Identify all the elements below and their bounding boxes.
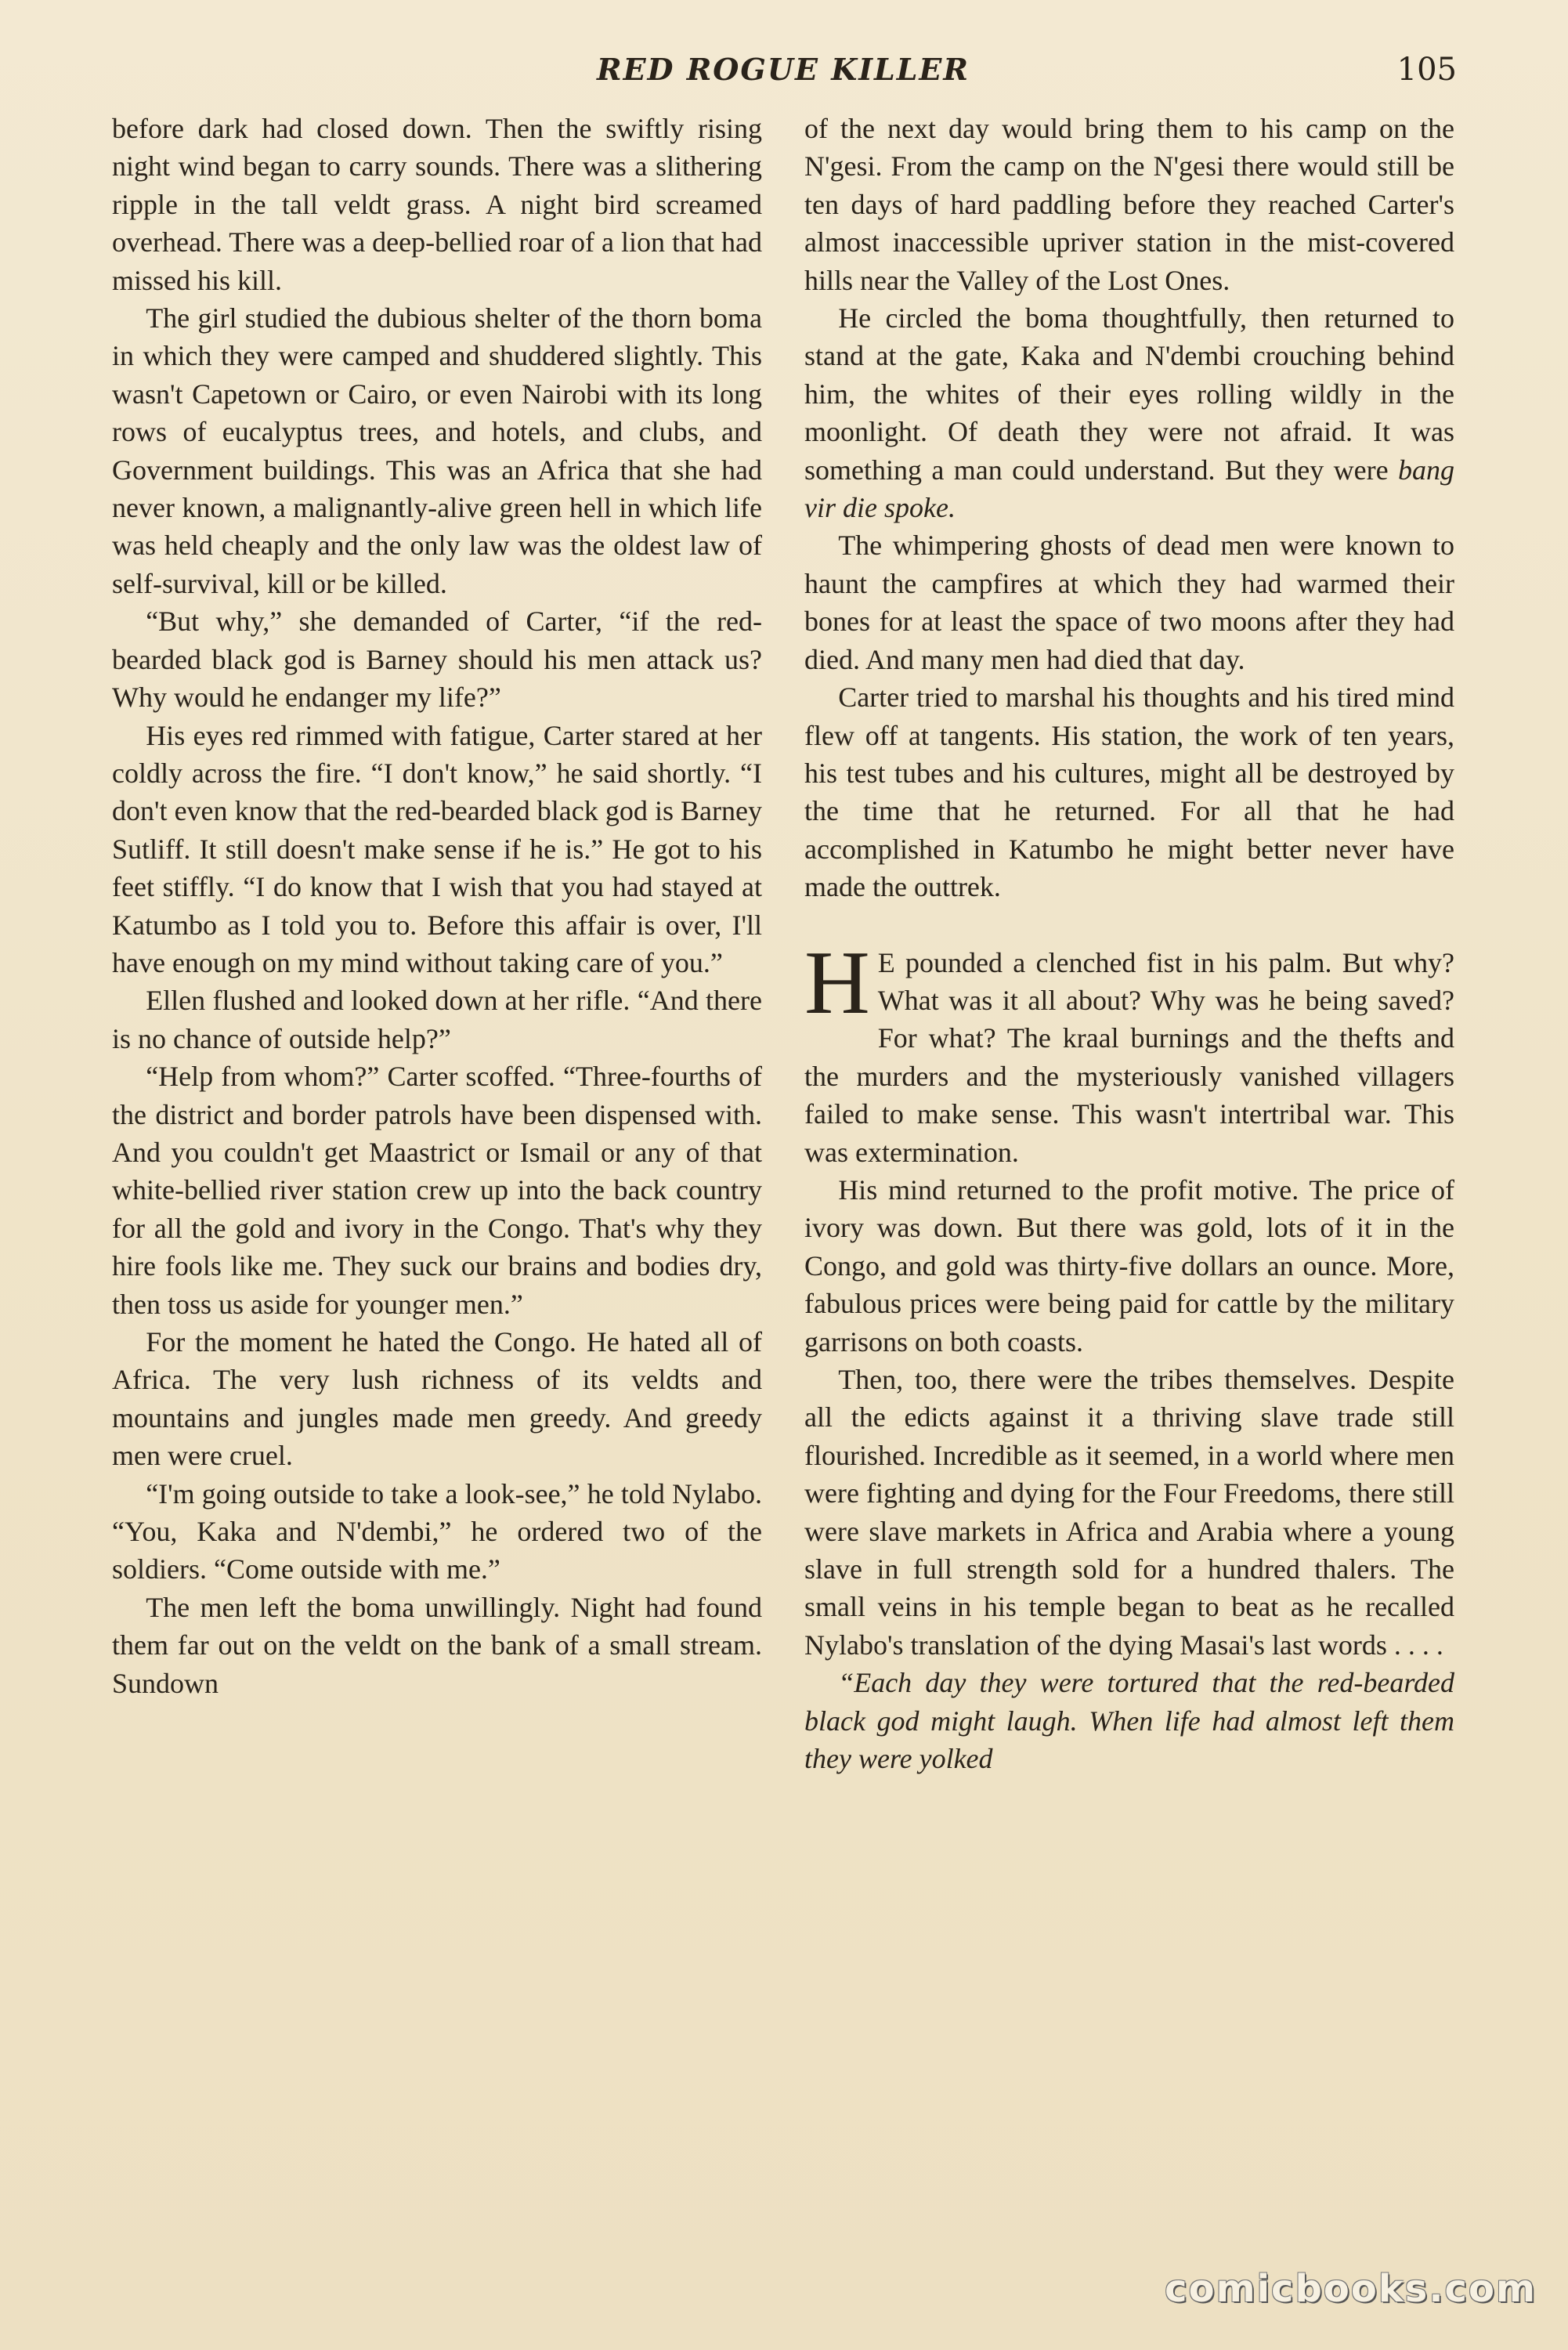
paragraph-text: E pounded a clenched fist in his palm. But why? What was it all about? Why was he being saved? For what? The kraal burnings and the thefts and the murders and the mysteriously vanished villagers failed to make sense. This wasn't intertribal war. This was extermination.: [804, 946, 1454, 1168]
paragraph-text: He circled the boma thoughtfully, then returned to stand at the gate, Kaka and N'dembi crouching behind him, the whites of their eyes rolling wildly in the moonlight. Of death they were not afraid. It was something a man could understand. But they were: [804, 302, 1454, 486]
paragraph: “Help from whom?” Carter scoffed. “Three-fourths of the district and border patrols have been dispensed with. And you couldn't get Maastrict or Ismail or any of that white-bellied river station crew up into the back country for all the gold and ivory in the Congo. That's why they hire fools like me. They suck our brains and bodies dry, then toss us aside for younger men.”: [112, 1061, 762, 1320]
drop-cap: H: [804, 932, 870, 1033]
paragraph: “But why,” she demanded of Carter, “if the red-bearded black god is Barney should his men attack us? Why would he endanger my life?”: [112, 606, 762, 714]
italic-phrase: bang vir die spoke.: [804, 454, 1455, 524]
paragraph: His eyes red rimmed with fatigue, Carter stared at her coldly across the fire. “I don't know,” he said shortly. “I don't even know that the red-bearded black god is Barney Sutliff. It still doesn't make sense if he is.” He got to his feet stiffly. “I do know that I wish that you had stayed at Katumbo as I told you to. Before this affair is over, I'll have enough on my mind without taking care of you.”: [112, 719, 762, 978]
paragraph: The men left the boma unwillingly. Night had found them far out on the veldt on the bank of a small stream. Sundown: [112, 1591, 762, 1699]
page-number: 105: [1396, 52, 1457, 88]
right-column: [804, 110, 1454, 1777]
running-title: RED ROGUE KILLER: [597, 52, 970, 87]
site-watermark: comicbooks.com: [1165, 2267, 1537, 2311]
page-header: [110, 52, 1457, 99]
section-start-paragraph: [804, 932, 1454, 1171]
paragraph: of the next day would bring them to his camp on the N'gesi. From the camp on the N'gesi there would still be ten days of hard paddling before they reached Carter's almost inaccessible upriver station in the mist-covered hills near the Valley of the Lost Ones.: [804, 113, 1454, 296]
paragraph: [804, 299, 1454, 526]
paragraph: “I'm going outside to take a look-see,” he told Nylabo. “You, Kaka and N'dembi,” he ordered two of the soldiers. “Come outside with me.”: [112, 1477, 762, 1585]
left-column: [112, 110, 762, 1702]
paragraph: His mind returned to the profit motive. The price of ivory was down. But there was gold, lots of it in the Congo, and gold was thirty-five dollars an ounce. More, fabulous prices were being paid for cattle by the military garrisons on both coasts.: [804, 1173, 1454, 1358]
paragraph: For the moment he hated the Congo. He hated all of Africa. The very lush richness of its veldts and mountains and jungles made men greedy. And greedy men were cruel.: [112, 1326, 762, 1472]
paragraph: Carter tried to marshal his thoughts and his tired mind flew off at tangents. His station, the work of ten years, his test tubes and his cultures, might all be destroyed by the time that he returned. For all that he had accomplished in Katumbo he might better never have made the outtrek.: [804, 682, 1454, 903]
paragraph: Ellen flushed and looked down at her rifle. “And there is no chance of outside help?”: [112, 985, 762, 1054]
italic-quote: “Each day they were tortured that the red-bearded black god might laugh. When life had almost left them they were yolked: [804, 1667, 1454, 1775]
paragraph: Then, too, there were the tribes themselves. Despite all the edicts against it a thriving slave trade still flourished. Incredible as it seemed, in a world where men were fighting and dying for the Four Freedoms, there still were slave markets in Africa and Arabia where a young slave in full strength sold for a hundred thalers. The small veins in his temple began to beat as he recalled Nylabo's translation of the dying Masai's last words . . . .: [804, 1364, 1454, 1661]
paragraph: The whimpering ghosts of dead men were known to haunt the campfires at which they had warmed their bones for at least the space of two moons after they had died. And many men had died that day.: [804, 530, 1454, 675]
paragraph: before dark had closed down. Then the swiftly rising night wind began to carry sounds. There was a slithering ripple in the tall veldt grass. A night bird screamed overhead. There was a deep-bellied roar of a lion that had missed his kill.: [112, 113, 762, 296]
italic-paragraph: [804, 1664, 1454, 1777]
paragraph: The girl studied the dubious shelter of the thorn boma in which they were camped and shuddered slightly. This wasn't Capetown or Cairo, or even Nairobi with its long rows of eucalyptus trees, and hotels, and clubs, and Government buildings. This was an Africa that she had never known, a malignantly-alive green hell in which life was held cheaply and the only law was the oldest law of self-survival, kill or be killed.: [112, 302, 762, 599]
